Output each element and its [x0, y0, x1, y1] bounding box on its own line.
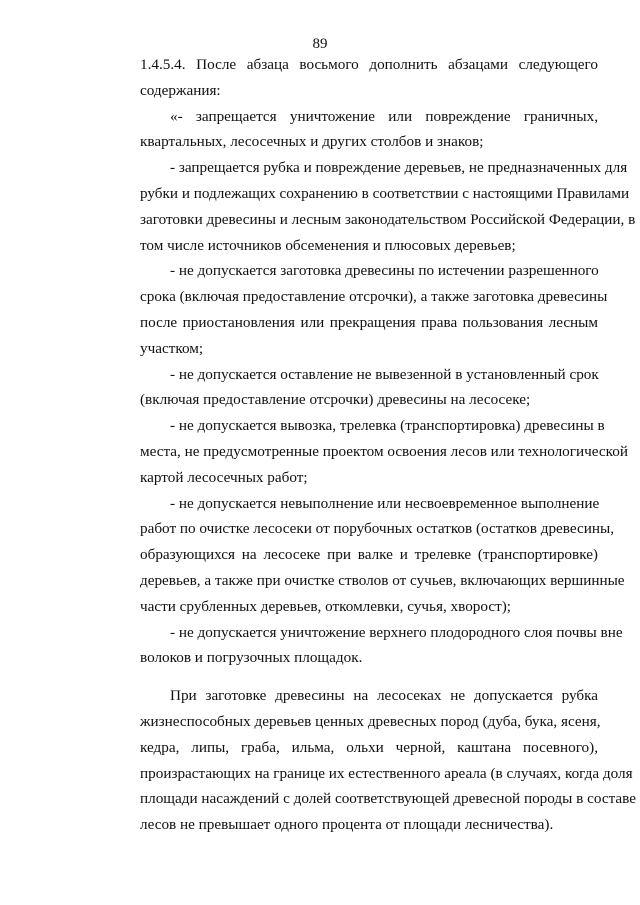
- text-line: картой лесосечных работ;: [140, 469, 308, 486]
- text-line: - запрещается рубка и повреждение деревьев, не предназначенных для: [170, 159, 628, 176]
- text-line: - не допускается вывозка, трелевка (транспортировка) древесины в: [170, 417, 605, 434]
- text-line: волоков и погрузочных площадок.: [140, 649, 363, 666]
- text-line: части срубленных деревьев, откомлевки, сучья, хворост);: [140, 598, 512, 615]
- text-line: квартальных, лесосечных и других столбов и знаков;: [140, 133, 484, 150]
- text-line: срока (включая предоставление отсрочки), а также заготовка древесины: [140, 288, 608, 305]
- text-line: участком;: [140, 340, 204, 357]
- text-line: деревьев, а также при очистке стволов от сучьев, включающих вершинные: [140, 572, 625, 589]
- text-line: кедра, липы, граба, ильма, ольхи черной, каштана посевного),: [140, 739, 598, 756]
- text-line: рубки и подлежащих сохранению в соответствии с настоящими Правилами: [140, 185, 630, 202]
- text-line: - не допускается невыполнение или несвоевременное выполнение: [170, 495, 600, 512]
- text-line: заготовки древесины и лесным законодательством Российской Федерации, в: [140, 211, 636, 228]
- text-line: - не допускается заготовка древесины по истечении разрешенного: [170, 262, 599, 279]
- text-line: лесов не превышает одного процента от площади лесничества).: [140, 816, 554, 833]
- text-line: том числе источников обсеменения и плюсовых деревьев;: [140, 237, 516, 254]
- text-line: содержания:: [140, 82, 221, 99]
- text-line: (включая предоставление отсрочки) древесины на лесосеке;: [140, 391, 531, 408]
- text-line: 1.4.5.4. После абзаца восьмого дополнить абзацами следующего: [140, 56, 598, 73]
- text-line: площади насаждений с долей соответствующей древесной породы в составе: [140, 790, 636, 807]
- text-line: При заготовке древесины на лесосеках не допускается рубка: [170, 687, 598, 704]
- text-line: после приостановления или прекращения права пользования лесным: [140, 314, 598, 331]
- text-line: - не допускается оставление не вывезенной в установленный срок: [170, 366, 599, 383]
- text-line: жизнеспособных деревьев ценных древесных пород (дуба, бука, ясеня,: [140, 713, 601, 730]
- text-line: образующихся на лесосеке при валке и трелевке (транспортировке): [140, 546, 598, 563]
- text-line: работ по очистке лесосеки от порубочных остатков (остатков древесины,: [140, 520, 614, 537]
- text-line: произрастающих на границе их естественного ареала (в случаях, когда доля: [140, 765, 633, 782]
- text-line: «- запрещается уничтожение или повреждение граничных,: [170, 108, 598, 125]
- text-line: места, не предусмотренные проектом освоения лесов или технологической: [140, 443, 628, 460]
- page-number: 89: [312, 36, 328, 52]
- text-line: - не допускается уничтожение верхнего плодородного слоя почвы вне: [170, 624, 623, 641]
